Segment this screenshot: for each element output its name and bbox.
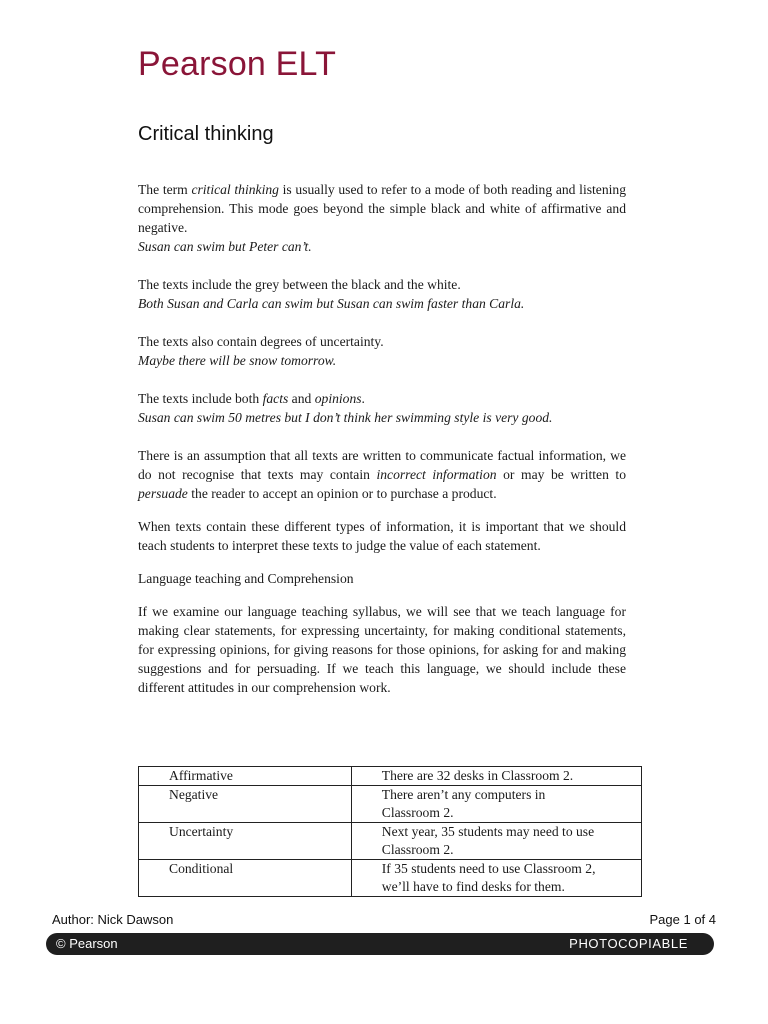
term-critical-thinking: critical thinking xyxy=(191,182,279,197)
paragraph-intro: The term critical thinking is usually used to refer to a mode of both reading and listening comprehension. This mode goes beyond the simple black and white of affirmative and negative. xyxy=(138,182,626,235)
table-cell-example: If 35 students need to use Classroom 2, we’ll have to find desks for them. xyxy=(351,860,641,897)
page-title: Critical thinking xyxy=(138,123,274,145)
example-sentence: Susan can swim but Peter can’t. xyxy=(138,239,312,254)
table-row xyxy=(139,860,642,897)
table-cell-example: There aren’t any computers in Classroom 2. xyxy=(351,786,641,823)
example-sentence: Susan can swim 50 metres but I don’t think her swimming style is very good. xyxy=(138,410,553,425)
paragraph-uncertainty: The texts also contain degrees of uncertainty. xyxy=(138,334,384,349)
table-cell-example: There are 32 desks in Classroom 2. xyxy=(351,767,641,786)
table-row xyxy=(139,786,642,823)
table-row xyxy=(139,823,642,860)
table-row xyxy=(139,767,642,786)
table-cell-type: Negative xyxy=(139,786,352,823)
brand-title: Pearson ELT xyxy=(138,45,337,83)
paragraph-assumption: There is an assumption that all texts are written to communicate factual information, we do not recognise that texts may contain incorrect information or may be written to persuade the reader to accept an opinion or to purchase a product. xyxy=(138,448,627,501)
table-cell-example: Next year, 35 students may need to use Classroom 2. xyxy=(351,823,641,860)
section-heading: Language teaching and Comprehension xyxy=(138,571,354,586)
paragraph-interpret: When texts contain these different types of information, it is important that we should teach students to interpret these texts to judge the value of each statement. xyxy=(138,519,626,553)
table-cell-type: Uncertainty xyxy=(139,823,352,860)
page-number: Page 1 of 4 xyxy=(649,912,716,927)
author-credit: Author: Nick Dawson xyxy=(52,912,174,927)
paragraph-facts-opinions: The texts include both facts and opinions. xyxy=(138,391,365,406)
table-cell-type: Affirmative xyxy=(139,767,352,786)
paragraph-grey: The texts include the grey between the black and the white. xyxy=(138,277,461,292)
example-sentence: Maybe there will be snow tomorrow. xyxy=(138,353,337,368)
statement-types-table xyxy=(138,766,642,897)
document-body xyxy=(138,180,626,697)
footer-bar xyxy=(46,933,714,955)
copyright-notice: © Pearson xyxy=(56,936,118,951)
paragraph-syllabus: If we examine our language teaching syllabus, we will see that we teach language for making clear statements, for expressing uncertainty, for making conditional statements, for expressing opinions, for giving reasons for those opinions, for asking for and making suggestions and for persuading. If we teach this language, we should include these different attitudes in our comprehension work. xyxy=(138,604,626,695)
example-sentence: Both Susan and Carla can swim but Susan can swim faster than Carla. xyxy=(138,296,525,311)
table-cell-type: Conditional xyxy=(139,860,352,897)
photocopiable-label: PHOTOCOPIABLE xyxy=(569,936,688,951)
